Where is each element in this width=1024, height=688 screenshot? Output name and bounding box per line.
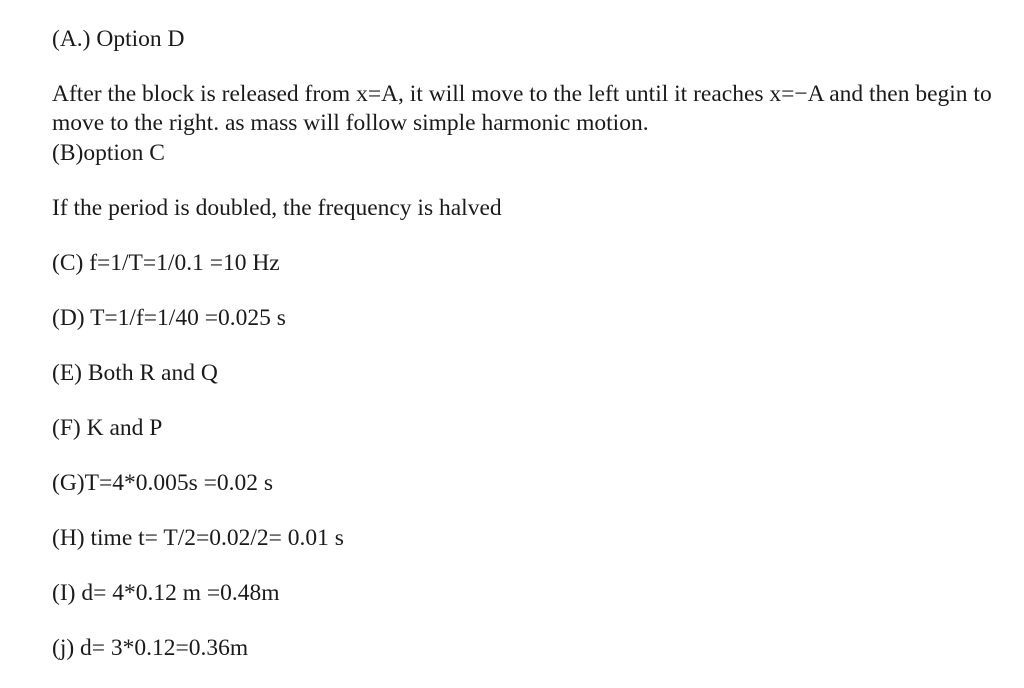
answer-e: (E) Both R and Q <box>52 360 218 386</box>
answer-f: (F) K and P <box>52 415 163 441</box>
answer-a-heading: (A.) Option D <box>52 26 185 52</box>
answer-b-heading: (B)option C <box>52 140 165 166</box>
answer-j: (j) d= 3*0.12=0.36m <box>52 635 249 661</box>
answer-h: (H) time t= T/2=0.02/2= 0.01 s <box>52 525 344 551</box>
answer-b-explanation: If the period is doubled, the frequency is halved <box>52 195 502 221</box>
answer-i: (I) d= 4*0.12 m =0.48m <box>52 580 280 606</box>
answer-c: (C) f=1/T=1/0.1 =10 Hz <box>52 250 280 276</box>
answer-a-explanation: After the block is released from x=A, it will move to the left until it reaches x=−A and then begin to move to the right. as mass will follow simple harmonic motion. <box>52 81 992 136</box>
answer-d: (D) T=1/f=1/40 =0.025 s <box>52 305 286 331</box>
answer-g: (G)T=4*0.005s =0.02 s <box>52 470 274 496</box>
